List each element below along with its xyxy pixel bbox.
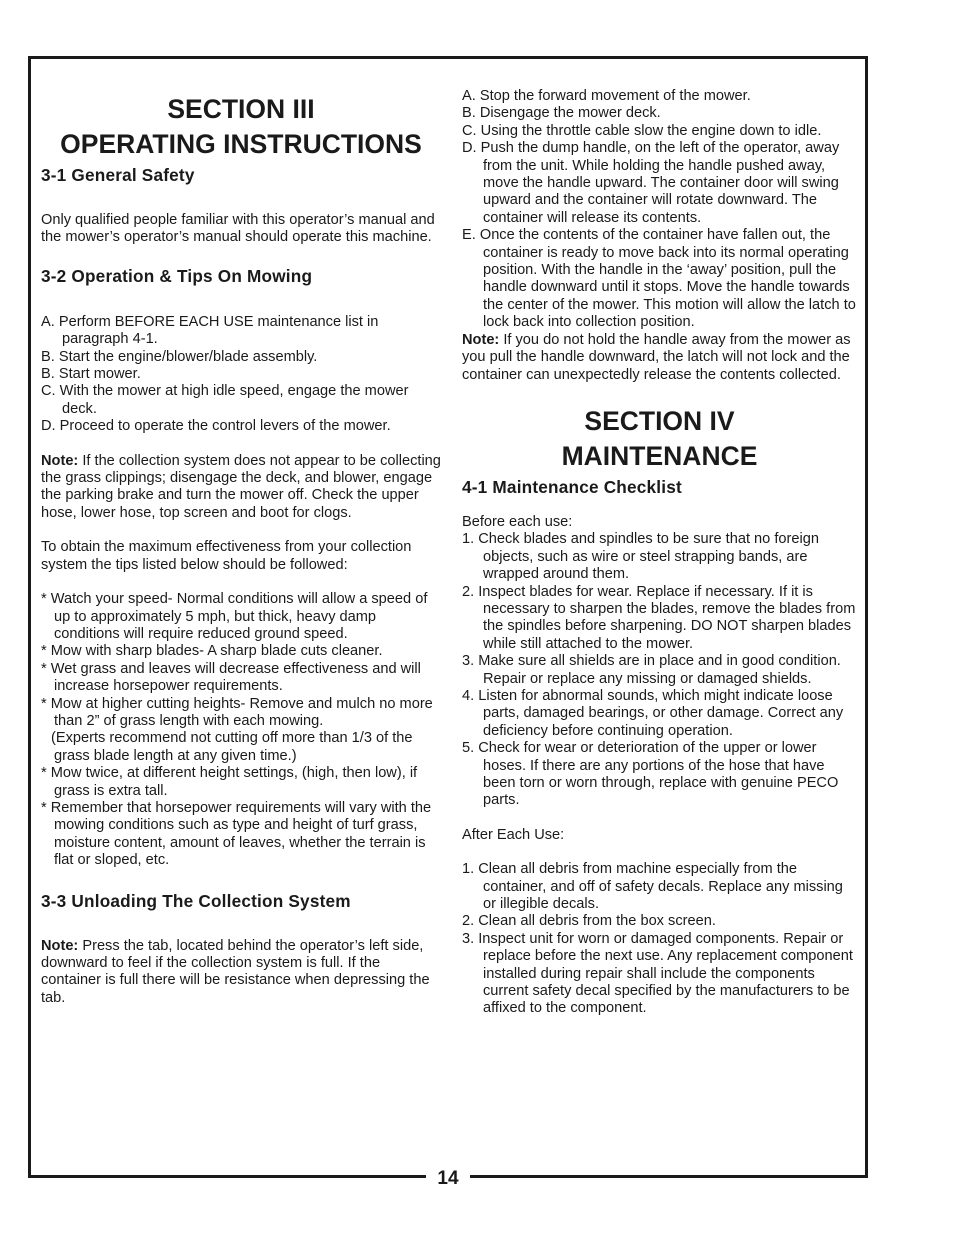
step-item: D. Push the dump handle, on the left of the operator, away from the unit. While holding the handle pushed away, move the handle upward. The container door will swing upward and the container will rotate downward. The container will release its contents. — [462, 140, 840, 226]
checklist-item: 3. Inspect unit for worn or damaged components. Repair or replace before the next use. Any replacement component installed during repair shall include the components current safety decal specified by the manufacturers to be affixed to the component. — [462, 930, 853, 1017]
before-each-use-list — [462, 531, 857, 810]
section-4-title-line1: SECTION IV — [584, 405, 735, 436]
heading-4-1: 4-1 Maintenance Checklist — [462, 476, 682, 497]
tip-item: * Remember that horsepower requirements will vary with the mowing conditions such as type and height of turf grass, moisture content, amount of leaves, whether the terrain is flat or sloped, etc. — [41, 799, 432, 869]
right-column — [462, 88, 857, 1018]
note-label: Note: — [41, 937, 79, 954]
section-4-title-line2: MAINTENANCE — [561, 440, 758, 471]
tip-item: * Mow twice, at different height settings, (high, then low), if grass is extra tall. — [41, 765, 418, 799]
step-item: B. Start mower. — [41, 366, 141, 383]
tip-item: (Experts recommend not cutting off more than 1/3 of the grass blade length at any given time.) — [51, 730, 413, 764]
checklist-item: 1. Check blades and spindles to be sure that no foreign objects, such as wire or steel strapping bands, are wrapped around them. — [462, 531, 819, 583]
general-safety-paragraph: Only qualified people familiar with this operator’s manual and the mower’s operator’s manual should operate this machine. — [41, 212, 435, 246]
step-item: C. Using the throttle cable slow the engine down to idle. — [462, 122, 822, 139]
note-text: Press the tab, located behind the operator’s left side, downward to feel if the collection system is full. If the container is full there will be resistance when depressing the tab. — [41, 937, 430, 1006]
tips-intro: To obtain the maximum effectiveness from your collection system the tips listed below should be followed: — [41, 539, 412, 573]
checklist-item: 2. Clean all debris from the box screen. — [462, 913, 716, 930]
step-item: E. Once the contents of the container have fallen out, the container is ready to move back into its normal operating position. With the handle in the ‘away’ position, pull the handle downward until it stops. Move the handle towards the center of the mower. This motion will allow the latch to lock back into collection position. — [462, 227, 856, 331]
latch-note — [462, 332, 857, 384]
left-column — [41, 88, 441, 1007]
checklist-item: 4. Listen for abnormal sounds, which might indicate loose parts, damaged bearings, or other damage. Correct any deficiency before continuing operation. — [462, 687, 844, 739]
note-text: If the collection system does not appear to be collecting the grass clippings; disengage the deck, and blower, engage the parking brake and turn the mower off. Check the upper hose, lower hose, top screen and boot for clogs. — [41, 452, 441, 521]
note-label: Note: — [462, 331, 500, 348]
after-each-use-list — [462, 861, 857, 1018]
mowing-tips — [41, 591, 441, 870]
section-3-title-line1: SECTION III — [167, 94, 315, 124]
unloading-note — [41, 938, 441, 1008]
unloading-steps — [462, 88, 857, 332]
collection-note — [41, 453, 441, 523]
tip-item: * Watch your speed- Normal conditions will allow a speed of up to approximately 5 mph, but thick, heavy damp conditions will require reduced ground speed. — [41, 591, 428, 642]
note-text: If you do not hold the handle away from the mower as you pull the handle downward, the latch will not lock and the container can unexpectedly release the contents collected. — [462, 331, 851, 383]
checklist-item: 2. Inspect blades for wear. Replace if necessary. If it is necessary to sharpen the blades, remove the blades from the spindles before sharpening. DO NOT sharpen blades while still attached to the mower. — [462, 583, 856, 652]
step-item: B. Start the engine/blower/blade assembly. — [41, 348, 318, 365]
step-item: B. Disengage the mower deck. — [462, 105, 661, 122]
page-number: 14 — [426, 1166, 470, 1192]
heading-3-2: 3-2 Operation & Tips On Mowing — [41, 265, 313, 286]
step-item: A. Stop the forward movement of the mower. — [462, 88, 751, 104]
operation-steps — [41, 314, 441, 436]
tip-item: * Wet grass and leaves will decrease effectiveness and will increase horsepower requirements. — [41, 660, 421, 695]
note-label: Note: — [41, 452, 79, 469]
after-each-use-label: After Each Use: — [462, 826, 565, 843]
step-item: D. Proceed to operate the control levers of the mower. — [41, 418, 391, 435]
checklist-item: 3. Make sure all shields are in place and in good condition. Repair or replace any missing or damaged shields. — [462, 653, 841, 687]
checklist-item: 1. Clean all debris from machine especially from the container, and off of safety decals. Replace any missing or illegible decals. — [462, 861, 843, 913]
tip-item: * Mow at higher cutting heights- Remove and mulch no more than 2” of grass length with each mowing. — [41, 695, 433, 729]
heading-3-3: 3-3 Unloading The Collection System — [41, 890, 351, 911]
tip-item: * Mow with sharp blades- A sharp blade cuts cleaner. — [41, 643, 383, 660]
checklist-item: 5. Check for wear or deterioration of the upper or lower hoses. If there are any portions of the hose that have been torn or worn through, replace with genuine PECO parts. — [462, 740, 839, 809]
before-each-use-label: Before each use: — [462, 513, 573, 530]
section-3-title-line2: OPERATING INSTRUCTIONS — [60, 129, 422, 159]
step-item: A. Perform BEFORE EACH USE maintenance list in paragraph 4-1. — [41, 313, 379, 348]
step-item: C. With the mower at high idle speed, engage the mower deck. — [41, 383, 409, 417]
heading-3-1: 3-1 General Safety — [41, 165, 195, 185]
